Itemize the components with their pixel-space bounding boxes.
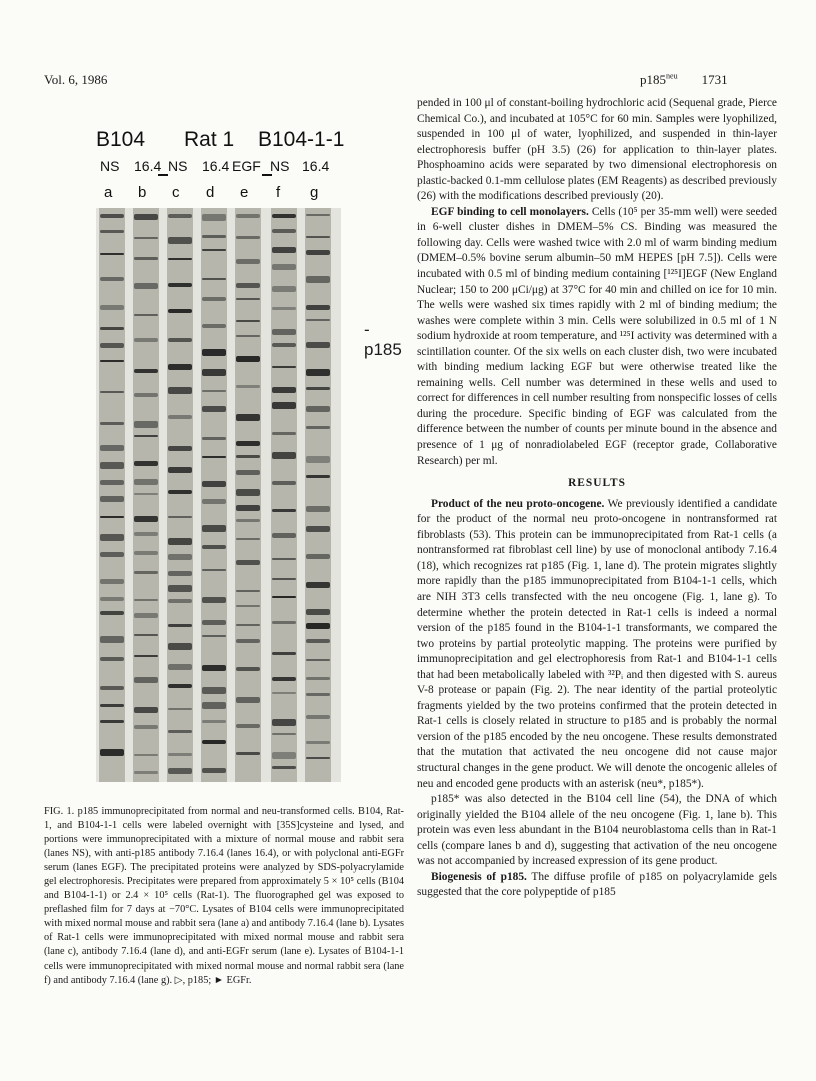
gel-band [202,456,226,458]
gel-band [202,235,226,238]
gel-band [168,554,192,560]
gel-band [306,526,330,532]
gel-band [306,659,330,661]
gel-band [134,613,158,618]
gel-band [134,677,158,683]
gel-band [202,481,226,487]
gel-band [306,677,330,680]
gel-band [202,390,226,392]
gel-band [202,665,226,671]
gel-band [236,505,260,511]
gel-band [202,499,226,504]
gel-band [100,516,124,518]
gel-band [134,369,158,373]
gel-band [168,338,192,342]
gel-band [236,335,260,337]
gel-band [100,496,124,502]
gel-band [134,338,158,342]
running-header-right [640,72,728,88]
gel-band [272,692,296,694]
gel-band [236,519,260,522]
gel-band [272,214,296,218]
gel-band [134,599,158,601]
gel-band [272,752,296,759]
gel-band [100,253,124,255]
gel-band [202,324,226,328]
gel-band [168,571,192,576]
gel-band [100,657,124,661]
gel-band [306,582,330,588]
gel-band [134,571,158,574]
gel-band [100,391,124,393]
gel-band [202,214,226,221]
gel-band [236,455,260,458]
gel-band [168,283,192,287]
gel-band [272,229,296,233]
gel-band [272,578,296,580]
gel-band [100,277,124,281]
gel-band [306,276,330,283]
gel-band [272,286,296,292]
lane-a [99,208,125,782]
gel-band [134,479,158,485]
gel-band [272,652,296,655]
gel-band [168,258,192,260]
gel-band [272,509,296,512]
paragraph-b104: p185* was also detected in the B104 cell line (54), the DNA of which originally yielded the B104 allele of the neu oncogene (Fig. 1, lane b). This protein was even less abundant in the B104 neuroblastoma cells than in Rat-1 cells (compare lanes b and d), suggesting that activation of the neu oncogene was not accompanied by increased expression of its gene product. [417,793,777,868]
gel-band [168,684,192,688]
gel-band [236,441,260,446]
lane-letter-g: g [310,184,319,201]
gel-band [168,446,192,451]
gel-band [202,437,226,440]
gel-band [168,237,192,244]
gel-band [134,516,158,522]
gel-band [134,237,158,239]
gel-band [236,590,260,592]
egf-binding-heading: EGF binding to cell monolayers. [431,205,589,218]
gel-band [306,475,330,478]
gel-band [202,525,226,532]
gel-band [134,421,158,428]
gel-band [306,757,330,759]
gel-band [306,741,330,744]
gel-band [236,470,260,475]
gel-band [134,435,158,437]
lane-letter-c: c [172,184,180,201]
gel-band [236,236,260,239]
gel-band [168,768,192,774]
gel-band [202,369,226,376]
gel-band [272,432,296,435]
neu-product-heading: Product of the neu proto-oncogene. [431,497,605,510]
lane-sub-g: 16.4 [302,158,330,174]
gel-band [306,369,330,376]
gel-band [272,264,296,270]
lane-sub-f: NS [270,158,290,174]
gel-band [168,730,192,733]
gel-band [236,414,260,421]
gel-band [272,402,296,409]
gel-band [202,687,226,694]
gel-band [202,635,226,637]
biogenesis-text: The diffuse profile of p185 on polyacrylamide gels suggested that the core polypeptide of p185 [417,870,777,899]
gel-band [272,329,296,335]
gel-band [202,278,226,280]
gel-band [306,693,330,696]
gel-band [100,704,124,707]
gel-band [236,298,260,300]
gel-band [202,702,226,709]
gel-band [236,752,260,755]
gel-band [306,305,330,310]
gel-band [306,715,330,719]
gel-band [100,422,124,425]
figure-caption [44,805,404,988]
gel-band [134,725,158,729]
gel-band [272,733,296,735]
gel-band [272,452,296,459]
gel-band [202,597,226,603]
gel-band [168,214,192,218]
gel-band [236,320,260,322]
gel-band [134,393,158,397]
caption-text: FIG. 1. p185 immunoprecipitated from normal and neu-transformed cells. B104, Rat-1, and B104-1-1 cells were labeled overnight with [35S]cysteine and lysed, and portions were immunoprecipitated with a mixture of normal mouse and rabbit sera (lanes NS), with anti-p185 antibody 7.16.4 (lanes 16.4), or with polyclonal anti-EGFr serum (lanes EGF). The precipitated proteins were analyzed by SDS-polyacrylamide gel electrophoresis. Precipitates were prepared from approximately 5 × 10⁵ cells (B104 and B104-1-1) or 2.4 × 10⁵ cells (Rat-1). The fluorographed gel was exposed to preflashed film for 7 days at −70°C. Lysates of B104 cells were immunoprecipitated with mixed normal mouse and rabbit sera (lane a) and antibody 7.16.4 (lane b). Lysates of Rat-1 cells were immunoprecipitated with mixed normal mouse and rabbit sera (lane c), antibody 7.16.4 (lane d), and anti-EGFr serum (lane e). Lysates of B104-1-1 cells were immunoprecipitated with mixed normal mouse and normal rabbit sera (lane f) and antibody 7.16.4 (lane g). ▷, p185; ► EGFr. [44,806,404,986]
group-label-b104: B104 [96,128,146,151]
gel-band [100,534,124,541]
gel-band [272,596,296,598]
gel-band [134,461,158,466]
page-number: 1731 [701,72,728,87]
lane-letter-a: a [104,184,113,201]
gel-band [272,307,296,310]
gel-band [100,597,124,601]
lane-separator-mark [158,174,168,176]
gel-band [272,621,296,624]
gel-band [168,664,192,670]
results-heading: RESULTS [568,477,626,490]
running-title-sup: neu [666,71,678,81]
gel-band [306,554,330,559]
gel-band [306,342,330,348]
gel-band [100,343,124,348]
lane-sub-e: EGF [232,158,261,174]
gel-band [306,214,330,216]
gel-band [236,489,260,496]
gel-band [100,305,124,310]
egf-binding-text: Cells (10⁵ per 35-mm well) were seeded in 6-well cluster dishes in DMEM–5% CS. Binding was measured the following day. Cells were washed twice with 2.0 ml of warm binding medium (DMEM–0.5% bovine serum albumin–50 mM HEPES [pH 7.5]). Cells were incubated with 0.5 ml of binding medium containing [¹²⁵I]EGF (New England Nuclear; 150 to 200 μCi/μg) at 37°C for 40 min and chilled on ice for 10 min. The wells were washed six times rapidly with 2 ml of binding medium; the washes were complete within 3 min. Cells were solubilized in 0.5 ml of 1 N sodium hydroxide at room temperature, and ¹²⁵I activity was determined with a scintillation counter. Of the six wells on each cluster dish, two were incubated with binding medium lacking EGF but were otherwise treated like the remaining wells. Cell number was determined in these wells and used to correct for differences in cell number resulting from nonspecific losses of cells during the procedure. Specific binding of EGF was calculated from the difference between the number of counts per minute bound in the absence and presence of 1 μg of nonradiolabeled EGF (receptor grade, Collaborative Research) per ml. [417,205,778,467]
gel-band [306,319,330,321]
paragraph-egf-binding [417,205,777,469]
gel-band [272,766,296,769]
gel-band [306,456,330,463]
paragraph-phosphoamino: pended in 100 μl of constant-boiling hydrochloric acid (Sequenal grade, Pierce Chemical Co.), and incubated at 105°C for 60 min. Samples were lyophilized, suspended in 100 μl of water, lyophilized, and suspended in thin-layer electrophoresis buffer (pH 3.5) (26) for application to thin-layer plates. Phosphoamino acids were separated by two dimensional electrophoresis on plastic-backed 0.1-mm cellulose plates (EM Reagents) as described previously (26) with the modifications described previously (20). [417,97,777,203]
gel-band [168,538,192,545]
gel-band [168,364,192,370]
gel-band [134,314,158,316]
biogenesis-heading: Biogenesis of p185. [431,870,527,883]
gel-band [168,516,192,518]
group-label-b104-1-1: B104-1-1 [258,128,345,151]
gel-band [100,327,124,330]
gel-band [100,445,124,451]
gel-band [272,677,296,681]
gel-band [168,309,192,313]
gel-band [134,754,158,756]
gel-band [100,611,124,615]
gel-band [202,768,226,773]
gel-band [100,230,124,233]
gel-band [134,707,158,713]
gel-band [236,283,260,288]
gel-band [272,533,296,538]
gel-band [100,552,124,557]
running-title: p185 [640,72,666,87]
gel-band [134,283,158,289]
gel-band [236,560,260,565]
gel-figure [96,128,402,782]
gel-band [236,214,260,218]
gel-band [306,236,330,238]
lane-letter-b: b [138,184,147,201]
paragraph-biogenesis [417,870,777,901]
lane-letter-f: f [276,184,281,201]
lane-f [271,208,297,782]
gel-band [202,349,226,356]
gel-band [134,551,158,555]
lane-letter-e: e [240,184,249,201]
running-header-left: Vol. 6, 1986 [44,72,108,87]
gel-band [134,634,158,636]
gel-band [168,415,192,419]
gel-band [134,493,158,495]
gel-band [168,624,192,627]
lane-separator-mark [262,174,272,176]
gel-band [306,250,330,255]
gel-band [236,724,260,728]
gel-band [202,545,226,549]
lane-sub-c: NS [168,158,188,174]
gel-band [306,609,330,615]
gel-band [236,385,260,388]
gel-band [236,356,260,362]
lane-letter-d: d [206,184,215,201]
group-label-rat1: Rat 1 [184,128,235,151]
gel-band [168,585,192,592]
gel-band [202,620,226,625]
gel-band [134,214,158,220]
gel-band [168,490,192,494]
neu-product-text: We previously identified a candidate for the product of the normal neu proto-oncogene in nontransformed rat fibroblasts (53). This protein can be immunoprecipitated from Rat-1 cells (a nontransformed rat fibroblast cell line) by use of monoclonal antibody 7.16.4 (18), which recognizes rat p185 (Fig. 1, lane d). The protein migrates slightly more rapidly than the p185 immunoprecipitated from B104-1-1 cells, which are NIH 3T3 cells transfected with the neu oncogene (Fig. 1, lane g). To determine whether the protein detected in Rat-1 cells is indeed a normal version of the p185 found in the B104-1-1 transformants, we compared the two proteins by partial proteolytic mapping. The proteins were purified by immunoprecipitation and gel electrophoresis from Rat-1 and B104-1-1 cells that had been metabolically labeled with ³²Pᵢ and then digested with S. aureus V-8 protease or papain (Fig. 2). The near identity of the partial proteolytic fragments yielded by the two proteins confirmed that the protein detected in Rat-1 cells is closely related in structure to p185 and is probably the normal version of the p185 encoded by the neu oncogene. These results demonstrated that the mutation that activated the neu oncogene did not cause major structural changes in the gene product. We will denote the oncogenic alleles of neu and encoded gene products with an asterisk (neu*, p185*). [417,497,778,790]
gel-band [100,749,124,756]
gel-band [306,506,330,512]
gel-band [306,426,330,429]
gel-band [272,343,296,347]
gel-band [202,720,226,723]
gel-band [100,360,124,362]
gel-band [100,214,124,218]
gel-band [168,387,192,394]
gel-band [272,558,296,560]
gel-band [100,579,124,584]
gel-band [306,639,330,643]
gel-band [236,697,260,703]
lane-d [201,208,227,782]
lane-sub-d: 16.4 [202,158,230,174]
gel-band [272,366,296,368]
gel-band [236,538,260,540]
gel-band [100,636,124,643]
gel-band [168,753,192,756]
gel-band [202,740,226,744]
gel-band [202,406,226,412]
gel-band [168,599,192,603]
gel-band [168,643,192,650]
gel-band [100,686,124,690]
gel-band [306,387,330,390]
gel-band [306,623,330,629]
gel-band [272,481,296,485]
paragraph-neu-product [417,497,777,792]
gel-band [134,771,158,774]
gel-band [202,249,226,251]
right-column [417,96,777,901]
lane-sub-b: 16.4 [134,158,162,174]
gel-band [306,406,330,412]
gel-band [236,259,260,264]
lane-c [167,208,193,782]
gel-band [134,655,158,657]
gel-band [272,719,296,726]
gel-band [168,708,192,710]
gel-band [134,532,158,536]
gel-band [272,247,296,253]
gel-band [134,257,158,260]
gel-band [100,480,124,485]
p185-marker-label: -p185 [364,320,402,359]
gel-band [236,624,260,626]
lane-b [133,208,159,782]
gel-band [100,462,124,469]
gel-band [100,720,124,723]
gel-band [236,605,260,607]
gel-band [202,297,226,301]
gel-band [168,467,192,473]
gel-band [236,667,260,671]
gel-band [236,639,260,643]
gel-band [272,387,296,393]
lane-sub-a: NS [100,158,120,174]
gel-band [202,569,226,571]
